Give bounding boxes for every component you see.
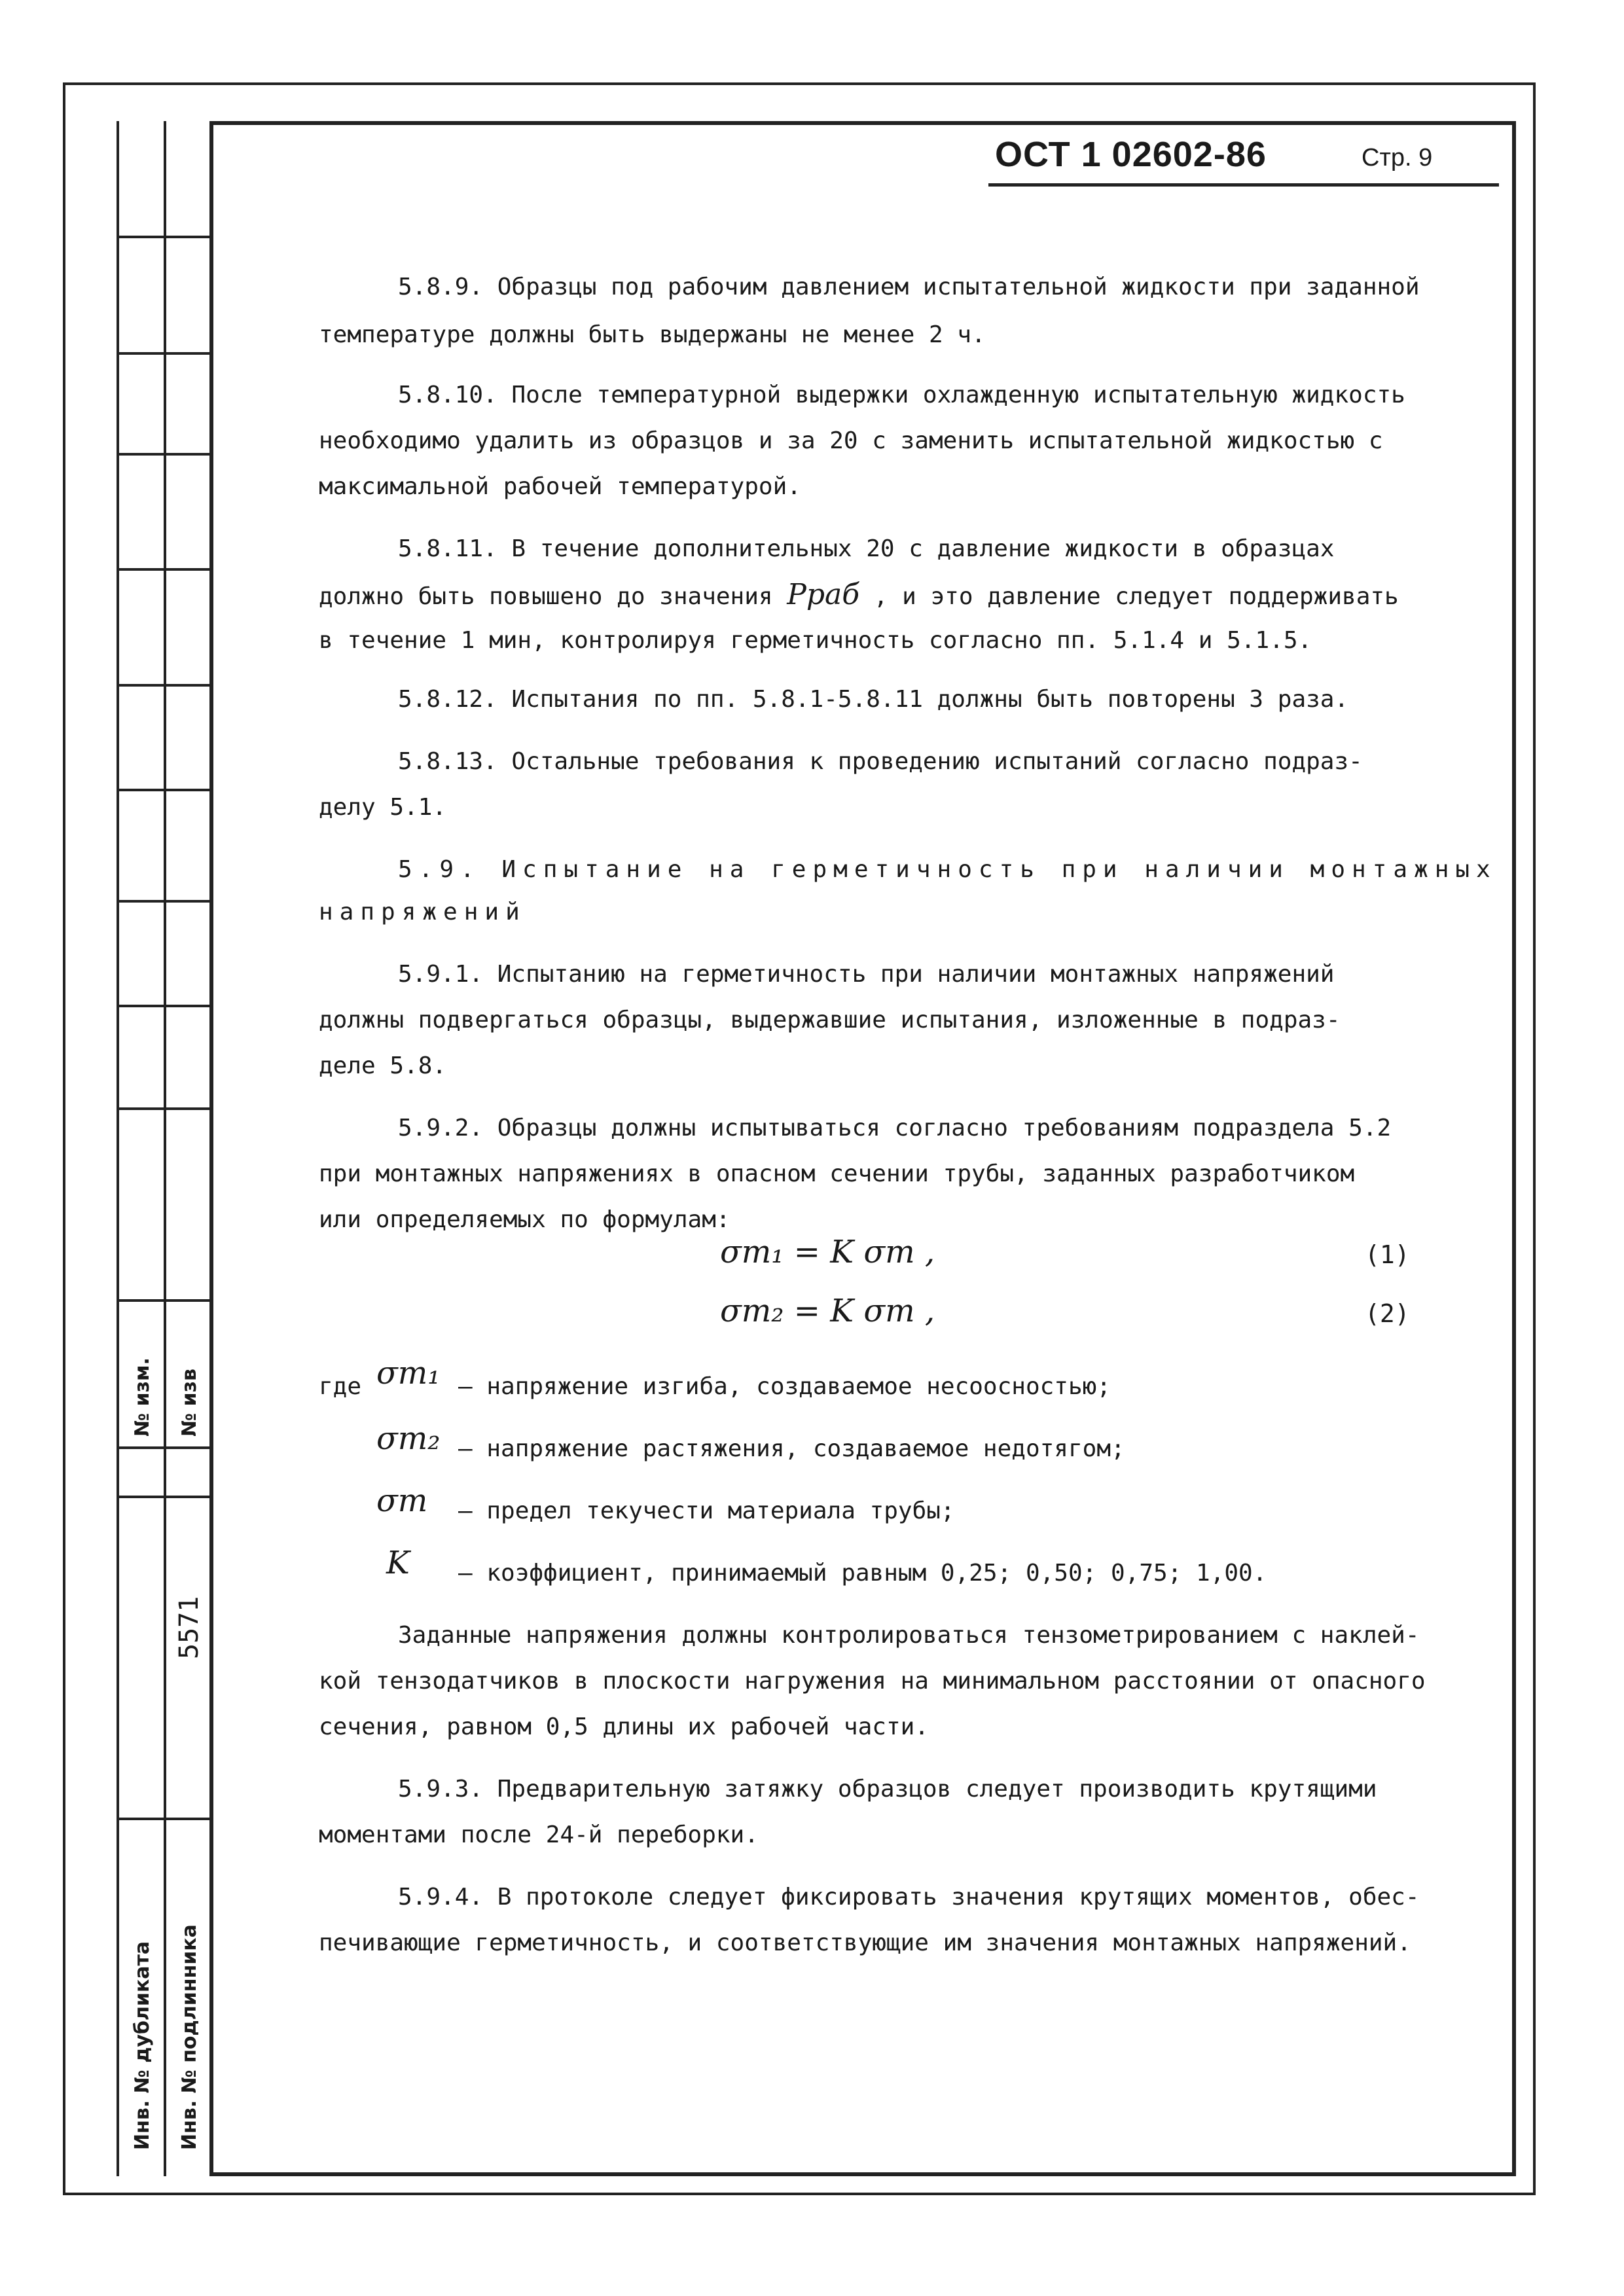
paragraph-line: при монтажных напряжениях в опасном сечении трубы, заданных разработчиком bbox=[319, 1160, 1355, 1187]
formula-number: (1) bbox=[1365, 1240, 1410, 1269]
inv-dublikata-label: Инв. № дубликата bbox=[131, 1941, 154, 2150]
paragraph-line: Заданные напряжения должны контролироваться тензометрированием с наклей- bbox=[398, 1622, 1420, 1649]
document-code: ОСТ 1 02602-86 bbox=[995, 135, 1267, 174]
strip-row-line bbox=[117, 1446, 211, 1449]
strip-row-line bbox=[117, 236, 211, 238]
text-run: , и это давление следует поддерживать bbox=[873, 583, 1399, 610]
text-run: должно быть повышено до значения bbox=[319, 583, 773, 610]
paragraph-line: в течение 1 мин, контролируя герметичность согласно пп. 5.1.4 и 5.1.5. bbox=[319, 627, 1312, 654]
paragraph-line: температуре должны быть выдержаны не менее 2 ч. bbox=[319, 321, 986, 348]
paragraph-line: кой тензодатчиков в плоскости нагружения на минимальном расстоянии от опасного bbox=[319, 1668, 1426, 1695]
izm-label: № изм. bbox=[131, 1357, 154, 1437]
strip-row-line bbox=[117, 1818, 211, 1820]
strip-border-left bbox=[117, 121, 119, 2176]
symbol-k: K bbox=[386, 1545, 410, 1581]
strip-row-line bbox=[117, 1496, 211, 1498]
strip-divider bbox=[164, 121, 166, 2176]
paragraph-line bbox=[319, 573, 1399, 619]
definition-text: – напряжение растяжения, создаваемое недотягом; bbox=[458, 1435, 1125, 1462]
paragraph-line: моментами после 24-й переборки. bbox=[319, 1821, 759, 1848]
section-heading: 5.9. Испытание на герметичность при наличии монтажных bbox=[398, 856, 1497, 883]
strip-row-line bbox=[117, 568, 211, 571]
paragraph-line: необходимо удалить из образцов и за 20 с заменить испытательной жидкостью с bbox=[319, 427, 1383, 454]
strip-row-line bbox=[117, 1299, 211, 1302]
strip-row-line bbox=[117, 684, 211, 687]
strip-row-line bbox=[117, 453, 211, 456]
paragraph-line: максимальной рабочей температурой. bbox=[319, 473, 801, 500]
paragraph-line: 5.8.13. Остальные требования к проведению испытаний согласно подраз- bbox=[398, 748, 1363, 775]
p-rab-symbol: Pраб bbox=[787, 578, 860, 611]
strip-row-line bbox=[117, 789, 211, 791]
paragraph-line: 5.8.12. Испытания по пп. 5.8.1-5.8.11 должны быть повторены 3 раза. bbox=[398, 686, 1349, 713]
paragraph-line: 5.9.1. Испытанию на герметичность при наличии монтажных напряжений bbox=[398, 961, 1335, 988]
page-number: Стр. 9 bbox=[1362, 144, 1433, 171]
paragraph-line: 5.9.3. Предварительную затяжку образцов следует производить крутящими bbox=[398, 1776, 1377, 1803]
definition-text: – предел текучести материала трубы; bbox=[458, 1498, 955, 1524]
paragraph-line: деле 5.8. bbox=[319, 1052, 447, 1079]
symbol-sigma-t: σт bbox=[376, 1482, 428, 1519]
strip-row-line bbox=[117, 1005, 211, 1007]
paragraph-line: 5.9.4. В протоколе следует фиксировать значения крутящих моментов, обес- bbox=[398, 1884, 1420, 1910]
inv-number: 5571 bbox=[174, 1596, 204, 1659]
section-heading: напряжений bbox=[319, 899, 526, 925]
paragraph-line: печивающие герметичность, и соответствующие им значения монтажных напряжений. bbox=[319, 1929, 1411, 1956]
paragraph-line: 5.8.10. После температурной выдержки охлажденную испытательную жидкость bbox=[398, 382, 1405, 408]
formula-number: (2) bbox=[1365, 1299, 1410, 1328]
strip-row-line bbox=[117, 1107, 211, 1110]
strip-row-line bbox=[117, 900, 211, 903]
definition-text: – напряжение изгиба, создаваемое несоосностью; bbox=[458, 1373, 1111, 1400]
inv-podlinnika-label: Инв. № подлинника bbox=[178, 1924, 201, 2150]
paragraph-line: сечения, равном 0,5 длины их рабочей части. bbox=[319, 1713, 929, 1740]
symbol-sigma-m2: σm₂ bbox=[376, 1420, 441, 1457]
paragraph-line: 5.8.9. Образцы под рабочим давлением испытательной жидкости при заданной bbox=[398, 274, 1420, 300]
paragraph-line: 5.9.2. Образцы должны испытываться согласно требованиям подраздела 5.2 bbox=[398, 1115, 1392, 1141]
izv-label: № изв bbox=[178, 1369, 201, 1437]
header-rule bbox=[988, 183, 1499, 187]
paragraph-line: делу 5.1. bbox=[319, 794, 447, 821]
definition-text: – коэффициент, принимаемый равным 0,25; 0,50; 0,75; 1,00. bbox=[458, 1560, 1267, 1587]
formula-1: σm₁ = K σт , bbox=[720, 1234, 935, 1270]
paragraph-line: должны подвергаться образцы, выдержавшие испытания, изложенные в подраз- bbox=[319, 1007, 1341, 1033]
symbol-sigma-m1: σm₁ bbox=[376, 1355, 441, 1391]
paragraph-line: 5.8.11. В течение дополнительных 20 с давление жидкости в образцах bbox=[398, 535, 1335, 562]
left-stamp-strip bbox=[117, 121, 211, 2176]
paragraph-line: или определяемых по формулам: bbox=[319, 1206, 731, 1233]
formula-2: σm₂ = K σт , bbox=[720, 1293, 935, 1329]
strip-row-line bbox=[117, 352, 211, 355]
where-label: где bbox=[319, 1373, 362, 1400]
